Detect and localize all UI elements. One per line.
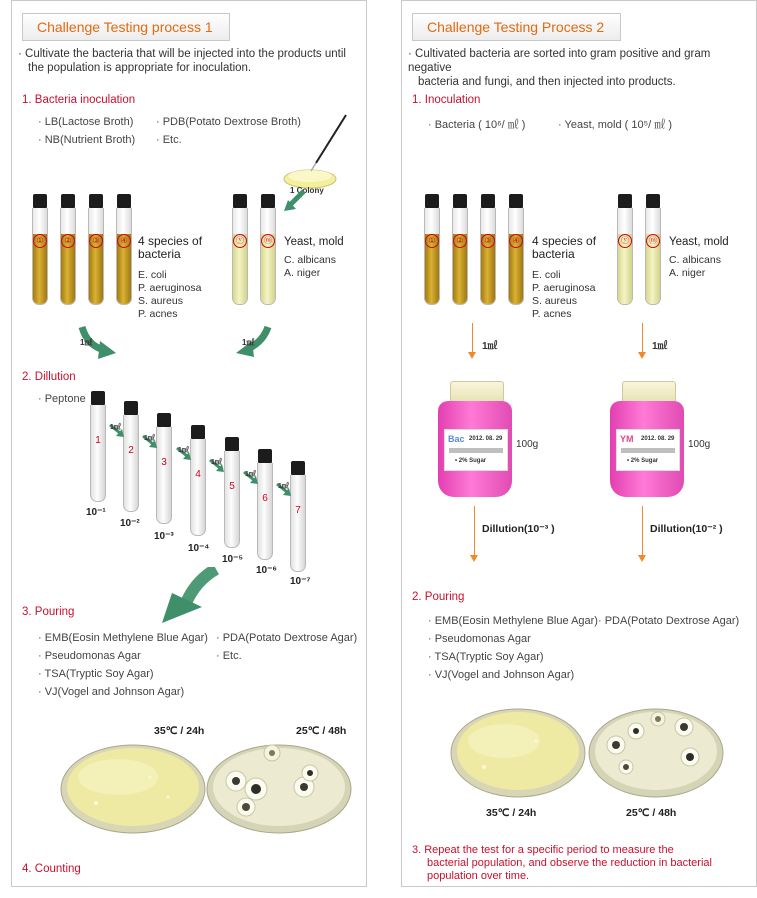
inoculation-loop-icon <box>316 115 346 163</box>
tube-number: ① <box>425 234 439 248</box>
pouring-arrow-icon <box>158 567 222 627</box>
tube-cap <box>225 437 239 451</box>
tube-cap <box>91 391 105 405</box>
transfer-volume-left: 1㎖ <box>80 338 93 347</box>
tube-cap <box>33 194 47 208</box>
tube-body <box>260 208 276 305</box>
process-1-panel <box>11 0 367 887</box>
bacteria-dose: · Bacteria ( 10⁶/ ㎖ ) <box>428 119 526 131</box>
mold-tube <box>258 194 278 305</box>
tube-number: ④ <box>117 234 131 248</box>
dilution-factor: 10⁻⁶ <box>256 565 278 576</box>
bacteria-tube-2 <box>58 194 78 305</box>
tube-label: ⓨ <box>618 234 632 248</box>
bacteria-agar-plate-icon <box>58 737 208 837</box>
p2-step-3-line-3: population over time. <box>427 870 530 882</box>
yeast-species-list <box>284 254 336 280</box>
tube-cap <box>453 194 467 208</box>
p2-fungi-agar-plate-icon <box>586 701 726 801</box>
tube-body <box>645 208 661 305</box>
agar-etc: · Etc. <box>216 650 242 662</box>
jar-sugar: • 2% Sugar <box>627 458 659 464</box>
panel-2-intro-line-2: bacteria and fungi, and then injected into products. <box>418 76 676 88</box>
yeast-species-item: A. niger <box>284 267 321 279</box>
tube-body <box>116 208 132 305</box>
panel-2-intro-line-1: · Cultivated bacteria are sorted into gram positive and gram negative <box>408 48 711 74</box>
p2-plate-label-bacteria: 35℃ / 24h <box>486 807 537 819</box>
yeast-species-item: A. niger <box>669 267 706 279</box>
serial-transfer-volume: 1㎖ <box>211 459 222 466</box>
p2-agar-pda: · PDA(Potato Dextrose Agar) <box>598 615 740 627</box>
species-item: E. coli <box>532 269 561 281</box>
colony-label: 1 Colony <box>290 186 324 195</box>
tube-body <box>32 208 48 305</box>
panel-1-intro-line-1: · Cultivate the bacteria that will be injected into the products until <box>18 48 346 60</box>
dilution-tube-number: 6 <box>262 493 268 504</box>
fungi-agar-plate-icon <box>204 737 354 837</box>
tube-cap <box>61 194 75 208</box>
p2-agar-pseudomonas: · Pseudomonas Agar <box>428 633 531 645</box>
tube-cap <box>233 194 247 208</box>
agar-emb: · EMB(Eosin Methylene Blue Agar) <box>38 632 208 644</box>
bacteria-tube-4 <box>114 194 134 305</box>
tube-body <box>90 405 106 502</box>
process-2-panel <box>401 0 757 887</box>
jar-right-weight: 100g <box>688 439 711 450</box>
serial-transfer-volume: 1㎖ <box>278 483 289 490</box>
peptone-label: · Peptone <box>38 393 86 405</box>
transfer-arrow-right-icon <box>642 323 643 353</box>
tube-body <box>60 208 76 305</box>
tube-cap <box>261 194 275 208</box>
step-3-title: 3. Pouring <box>22 606 75 618</box>
p2-transfer-volume-right: 1㎖ <box>652 341 668 352</box>
tube-cap <box>291 461 305 475</box>
dilution-tube-5 <box>222 437 242 548</box>
p2-mold-tube <box>643 194 663 305</box>
dilution-factor: 10⁻³ <box>154 531 174 542</box>
jar-tag: Bac <box>448 434 465 444</box>
serial-transfer-volume: 1㎖ <box>178 447 189 454</box>
p2-yeast-heading: Yeast, mold <box>669 236 729 248</box>
species-item: E. coli <box>138 269 167 281</box>
tube-label: ⓨ <box>233 234 247 248</box>
dilution-tube-4 <box>188 425 208 536</box>
dilution-left-label: Dillution(10⁻³ ) <box>482 523 555 535</box>
tube-body <box>232 208 248 305</box>
dilution-factor: 10⁻⁵ <box>222 554 244 565</box>
p2-bacteria-tube-3 <box>478 194 498 305</box>
yeast-species-item: C. albicans <box>284 254 336 266</box>
culture-dish-agar <box>288 170 332 182</box>
transfer-volume-right: 1㎖ <box>242 338 255 347</box>
species-heading-line-1: 4 species of <box>138 234 203 248</box>
tube-cap <box>191 425 205 439</box>
tube-body <box>452 208 468 305</box>
tube-body <box>88 208 104 305</box>
species-item: P. aeruginosa <box>532 282 596 294</box>
tube-cap <box>124 401 138 415</box>
medium-lb: · LB(Lactose Broth) <box>38 116 134 128</box>
p2-step-3-line-1: 3. Repeat the test for a specific period to measure the <box>412 844 674 856</box>
p2-agar-vj: · VJ(Vogel and Johnson Agar) <box>428 669 575 681</box>
p2-species-heading-line-2: bacteria <box>532 247 575 261</box>
yeast-heading: Yeast, mold <box>284 236 344 248</box>
jar-label <box>616 429 680 471</box>
species-list <box>138 269 201 321</box>
panel-2-title: Challenge Testing Process 2 <box>412 13 621 41</box>
dilution-tube-number: 7 <box>295 505 301 516</box>
serial-transfer-volume: 1㎖ <box>245 471 256 478</box>
tube-number: ③ <box>481 234 495 248</box>
jar-lid <box>622 381 676 403</box>
tube-number: ② <box>453 234 467 248</box>
dilution-tube-3 <box>154 413 174 524</box>
jar-tag: YM <box>620 434 634 444</box>
tube-cap <box>481 194 495 208</box>
serial-transfer-volume: 1㎖ <box>110 424 121 431</box>
bacteria-tube-1 <box>30 194 50 305</box>
p2-species-heading <box>532 235 596 261</box>
tube-number: ② <box>61 234 75 248</box>
tube-number: ③ <box>89 234 103 248</box>
yeast-dose: · Yeast, mold ( 10⁵/ ㎖ ) <box>558 119 672 131</box>
p2-plate-label-fungi: 25℃ / 48h <box>626 807 677 819</box>
jar-date: 2012. 08. 29 <box>641 436 675 442</box>
yeast-tube <box>230 194 250 305</box>
p2-step-2-title: 2. Pouring <box>412 591 465 603</box>
yeast-product-jar <box>608 381 688 501</box>
tube-label: ⓜ <box>261 234 275 248</box>
species-item: P. acnes <box>138 308 178 320</box>
tube-body <box>424 208 440 305</box>
p2-bacteria-tube-1 <box>422 194 442 305</box>
serial-transfer-volume: 1㎖ <box>144 435 155 442</box>
dilution-tube-6 <box>255 449 275 560</box>
transfer-arrow-left-icon <box>472 323 473 353</box>
tube-label: ⓜ <box>646 234 660 248</box>
panel-2-intro <box>408 47 756 89</box>
medium-nb: · NB(Nutrient Broth) <box>38 134 136 146</box>
p2-step-3-line-2: bacterial population, and observe the reduction in bacterial <box>427 857 712 869</box>
species-item: P. aeruginosa <box>138 282 202 294</box>
jar-left-weight: 100g <box>516 439 539 450</box>
tube-body <box>617 208 633 305</box>
p2-bacteria-agar-plate-icon <box>448 701 588 801</box>
tube-cap <box>117 194 131 208</box>
medium-pdb: · PDB(Potato Dextrose Broth) <box>156 116 301 128</box>
species-item: S. aureus <box>532 295 577 307</box>
tube-body <box>480 208 496 305</box>
species-item: P. acnes <box>532 308 572 320</box>
species-heading-line-2: bacteria <box>138 247 181 261</box>
dilution-arrow-right-icon <box>642 506 643 556</box>
blurred-text <box>449 448 503 453</box>
dilution-tube-number: 3 <box>161 457 167 468</box>
panel-1-title: Challenge Testing process 1 <box>22 13 230 41</box>
step-1-title: 1. Bacteria inoculation <box>22 94 136 106</box>
p2-yeast-tube <box>615 194 635 305</box>
p2-yeast-species-list <box>669 254 721 280</box>
dilution-arrow-left-icon <box>474 506 475 556</box>
dilution-factor: 10⁻¹ <box>86 507 106 518</box>
dilution-factor: 10⁻⁴ <box>188 543 210 554</box>
dilution-tube-number: 4 <box>195 469 201 480</box>
bacteria-product-jar <box>436 381 516 501</box>
yeast-species-item: C. albicans <box>669 254 721 266</box>
species-item: S. aureus <box>138 295 183 307</box>
dilution-tube-number: 5 <box>229 481 235 492</box>
tube-cap <box>646 194 660 208</box>
p2-transfer-volume-left: 1㎖ <box>482 341 498 352</box>
dilution-factor: 10⁻⁷ <box>290 576 311 587</box>
agar-pda: · PDA(Potato Dextrose Agar) <box>216 632 358 644</box>
dilution-right-label: Dillution(10⁻² ) <box>650 523 723 535</box>
tube-body <box>508 208 524 305</box>
bacteria-tube-3 <box>86 194 106 305</box>
agar-tsa: · TSA(Tryptic Soy Agar) <box>38 668 154 680</box>
panel-1-intro-line-2: the population is appropriate for inoculation. <box>28 62 252 74</box>
tube-number: ① <box>33 234 47 248</box>
p2-bacteria-tube-2 <box>450 194 470 305</box>
agar-vj: · VJ(Vogel and Johnson Agar) <box>38 686 185 698</box>
dilution-tube-1 <box>88 391 108 502</box>
p2-agar-tsa: · TSA(Tryptic Soy Agar) <box>428 651 544 663</box>
dilution-tube-7 <box>288 461 308 572</box>
tube-cap <box>258 449 272 463</box>
jar-sugar: • 2% Sugar <box>455 458 487 464</box>
jar-lid <box>450 381 504 403</box>
tube-cap <box>509 194 523 208</box>
step-2-title: 2. Dillution <box>22 371 76 383</box>
plate-label-fungi: 25℃ / 48h <box>296 725 347 737</box>
p2-step-3-text <box>412 844 712 883</box>
tube-cap <box>157 413 171 427</box>
blurred-text <box>621 448 675 453</box>
tube-cap <box>425 194 439 208</box>
medium-etc: · Etc. <box>156 134 182 146</box>
tube-cap <box>618 194 632 208</box>
jar-label <box>444 429 508 471</box>
tube-number: ④ <box>509 234 523 248</box>
dilution-factor: 10⁻² <box>120 518 140 529</box>
p2-bacteria-tube-4 <box>506 194 526 305</box>
p2-agar-emb: · EMB(Eosin Methylene Blue Agar) <box>428 615 598 627</box>
colony-transfer-arrow-icon <box>284 189 308 213</box>
panel-1-intro <box>18 47 346 75</box>
jar-date: 2012. 08. 29 <box>469 436 503 442</box>
species-heading <box>138 235 202 261</box>
tube-cap <box>89 194 103 208</box>
p2-species-heading-line-1: 4 species of <box>532 234 597 248</box>
step-4-title: 4. Counting <box>22 863 81 875</box>
p2-step-1-title: 1. Inoculation <box>412 94 481 106</box>
dilution-tube-2 <box>121 401 141 512</box>
p2-species-list <box>532 269 595 321</box>
agar-pseudomonas: · Pseudomonas Agar <box>38 650 141 662</box>
dilution-tube-number: 1 <box>95 435 101 446</box>
dilution-tube-number: 2 <box>128 445 134 456</box>
plate-label-bacteria: 35℃ / 24h <box>154 725 205 737</box>
